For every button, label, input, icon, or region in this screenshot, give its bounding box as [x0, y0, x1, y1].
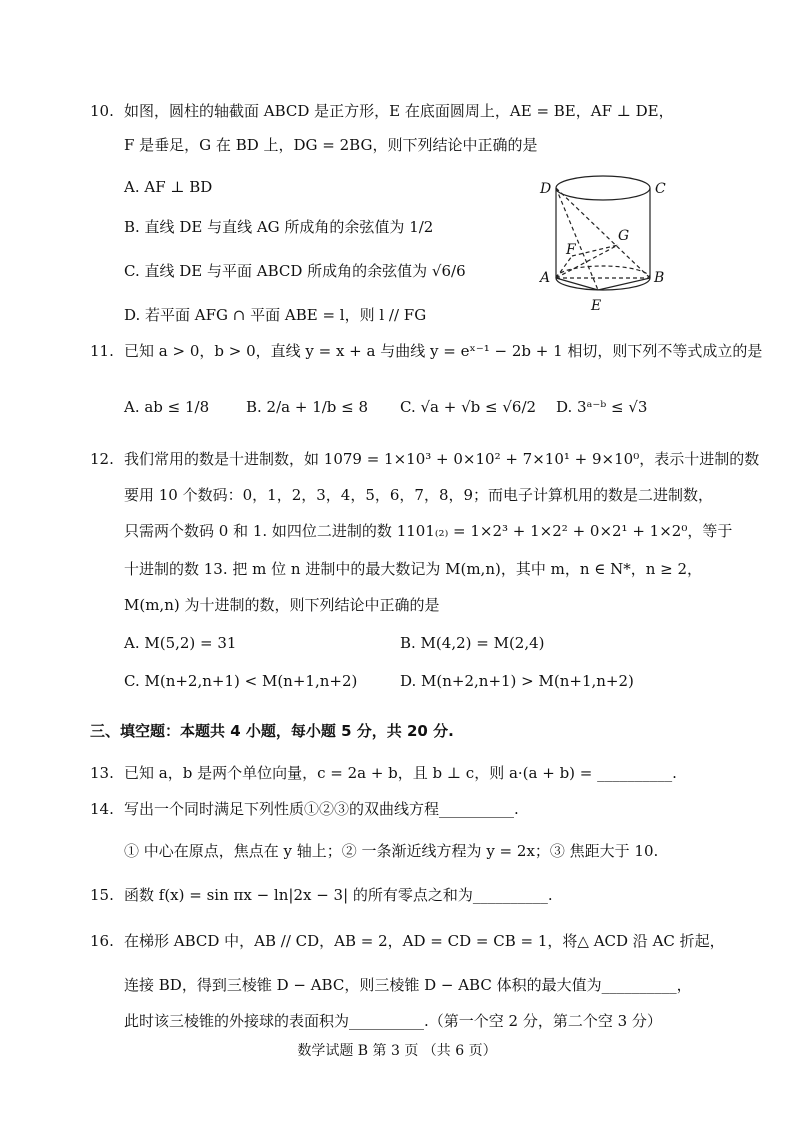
segment-fg [572, 245, 618, 256]
section-heading: 三、填空题：本题共 4 小题，每小题 5 分，共 20 分. [90, 722, 454, 740]
q16-line3: 此时该三棱锥的外接球的表面积为__________.（第一个空 2 分，第二个空 3 分） [124, 1012, 662, 1030]
q13: 13. 已知 a，b 是两个单位向量，c = 2a + b，且 b ⊥ c，则 a·(a + b) = __________. [90, 764, 677, 782]
q10-option-c: C. 直线 DE 与平面 ABCD 所成角的余弦值为 √6/6 [124, 262, 466, 280]
label-c: C [655, 181, 666, 197]
q10-option-d: D. 若平面 AFG ∩ 平面 ABE = l，则 l // FG [124, 306, 427, 324]
q12-line3: 只需两个数码 0 和 1. 如四位二进制的数 1101₍₂₎ = 1×2³ + 1×2² + 0×2¹ + 1×2⁰，等于 [124, 522, 733, 540]
segment-af [556, 256, 572, 278]
q11-stem: 11. 已知 a > 0，b > 0，直线 y = x + a 与曲线 y = eˣ⁻¹ − 2b + 1 相切，则下列不等式成立的是 [90, 342, 763, 360]
q12-line2: 要用 10 个数码：0，1，2，3，4，5，6，7，8，9；而电子计算机用的数是二进制数， [124, 486, 714, 504]
label-g: G [618, 228, 630, 244]
label-d: D [540, 181, 552, 197]
bottom-front-arc [556, 278, 650, 290]
q14: 14. 写出一个同时满足下列性质①②③的双曲线方程__________. [90, 800, 519, 818]
q10-option-a: A. AF ⊥ BD [124, 178, 213, 196]
q15: 15. 函数 f(x) = sin πx − ln|2x − 3| 的所有零点之和为__________. [90, 886, 553, 904]
label-a: A [540, 270, 551, 286]
q16-line1: 16. 在梯形 ABCD 中，AB // CD，AB = 2，AD = CD = CB = 1，将△ ACD 沿 AC 折起， [90, 932, 725, 950]
q16-line2: 连接 BD，得到三棱锥 D − ABC，则三棱锥 D − ABC 体积的最大值为__________， [124, 976, 692, 994]
q11-option-a: A. ab ≤ 1/8 [124, 398, 210, 416]
q14-properties: ① 中心在原点，焦点在 y 轴上；② 一条渐近线方程为 y = 2x；③ 焦距大于 10. [124, 842, 659, 860]
segment-db [556, 188, 650, 278]
label-f: F [566, 242, 576, 258]
q11-option-c: C. √a + √b ≤ √6/2 [400, 398, 537, 416]
q11-option-b: B. 2/a + 1/b ≤ 8 [246, 398, 369, 416]
q12-option-d: D. M(n+2,n+1) > M(n+1,n+2) [400, 672, 634, 690]
label-b: B [654, 270, 665, 286]
q12-option-b: B. M(4,2) = M(2,4) [400, 634, 545, 652]
q10-line2: F 是垂足，G 在 BD 上，DG = 2BG，则下列结论中正确的是 [124, 136, 538, 154]
q12-line1: 12. 我们常用的数是十进制数，如 1079 = 1×10³ + 0×10² + 7×10¹ + 9×10⁰，表示十进制的数 [90, 450, 760, 468]
q12-line5: M(m,n) 为十进制的数，则下列结论中正确的是 [124, 596, 440, 614]
bottom-back-arc [556, 266, 650, 278]
q11-option-d: D. 3ᵃ⁻ᵇ ≤ √3 [556, 398, 648, 416]
q12-option-a: A. M(5,2) = 31 [124, 634, 237, 652]
q12-option-c: C. M(n+2,n+1) < M(n+1,n+2) [124, 672, 358, 690]
q10-option-b: B. 直线 DE 与直线 AG 所成角的余弦值为 1/2 [124, 218, 434, 236]
page-footer: 数学试题 B 第 3 页 （共 6 页） [297, 1043, 497, 1059]
q12-line4: 十进制的数 13. 把 m 位 n 进制中的最大数记为 M(m,n)，其中 m，n ∈ N*，n ≥ 2， [124, 560, 703, 578]
label-e: E [591, 298, 602, 314]
q10-line1: 10. 如图，圆柱的轴截面 ABCD 是正方形，E 在底面圆周上，AE = BE，AF ⊥ DE， [90, 102, 674, 120]
top-ellipse [556, 176, 650, 200]
cylinder-figure [538, 168, 678, 318]
